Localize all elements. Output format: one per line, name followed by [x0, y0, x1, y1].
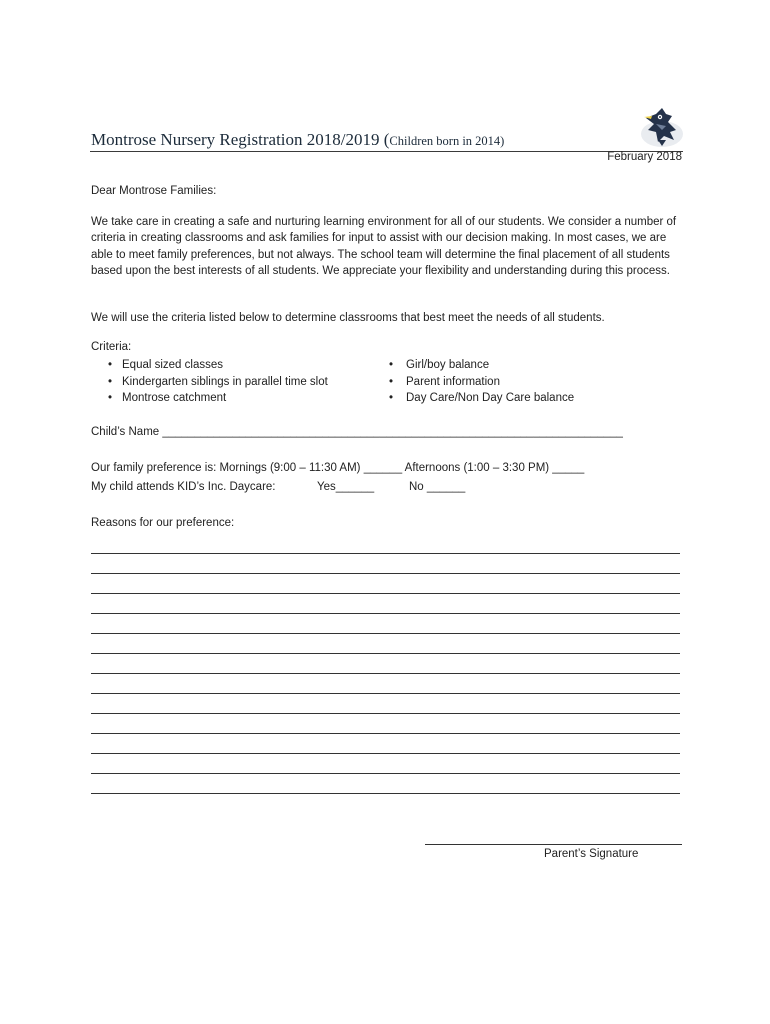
- daycare-yes-field[interactable]: Yes______: [317, 481, 375, 493]
- reason-line[interactable]: [91, 534, 680, 554]
- reason-line[interactable]: [91, 774, 680, 794]
- reason-line[interactable]: [91, 754, 680, 774]
- reason-line[interactable]: [91, 614, 680, 634]
- criteria-item: • Parent information: [389, 374, 574, 391]
- criteria-list-right: [389, 357, 574, 407]
- page-title: [91, 130, 651, 150]
- reason-line[interactable]: [91, 694, 680, 714]
- criteria-item: • Montrose catchment: [104, 390, 328, 407]
- signature-label: Parent’s Signature: [544, 848, 639, 860]
- reason-line[interactable]: [91, 714, 680, 734]
- reason-line[interactable]: [91, 654, 680, 674]
- title-subtitle: Children born in 2014): [389, 134, 505, 148]
- paragraph-criteria-intro: We will use the criteria listed below to determine classrooms that best meet the needs of all students.: [91, 312, 605, 324]
- title-main: Montrose Nursery Registration 2018/2019 (: [91, 130, 390, 149]
- reason-line[interactable]: [91, 574, 680, 594]
- reason-line[interactable]: [91, 674, 680, 694]
- criteria-item: • Day Care/Non Day Care balance: [389, 390, 574, 407]
- childs-name-field[interactable]: Child’s Name ________________________________________________________________________: [91, 426, 623, 438]
- salutation: Dear Montrose Families:: [91, 185, 217, 197]
- reason-line[interactable]: [91, 554, 680, 574]
- reason-line[interactable]: [91, 594, 680, 614]
- reasons-label: Reasons for our preference:: [91, 517, 235, 529]
- daycare-no-field[interactable]: No ______: [409, 481, 466, 493]
- school-mascot-logo-icon: [636, 104, 686, 152]
- reasons-text-area[interactable]: [91, 534, 680, 794]
- family-preference-field[interactable]: Our family preference is: Mornings (9:00 – 11:30 AM) ______ Afternoons (1:00 – 3:30 PM) _____: [91, 462, 585, 474]
- paragraph-intro: We take care in creating a safe and nurturing learning environment for all of our students. We consider a number of criteria in creating classrooms and ask families for input to assist with our decision making. In most cases, we are able to meet family preferences, but not always. The school team will determine the final placement of all students based upon the best interests of all students. We appreciate your flexibility and understanding during this process.: [91, 216, 677, 277]
- signature-line[interactable]: [425, 844, 682, 845]
- letter-date: February 2018: [607, 151, 682, 163]
- daycare-label: My child attends KID’s Inc. Daycare:: [91, 481, 276, 493]
- title-divider: [90, 151, 683, 152]
- criteria-label: Criteria:: [91, 341, 132, 353]
- criteria-item: • Equal sized classes: [104, 357, 328, 374]
- criteria-list-left: [104, 357, 328, 407]
- reason-line[interactable]: [91, 634, 680, 654]
- reason-line[interactable]: [91, 734, 680, 754]
- criteria-item: • Girl/boy balance: [389, 357, 574, 374]
- criteria-item: • Kindergarten siblings in parallel time slot: [104, 374, 328, 391]
